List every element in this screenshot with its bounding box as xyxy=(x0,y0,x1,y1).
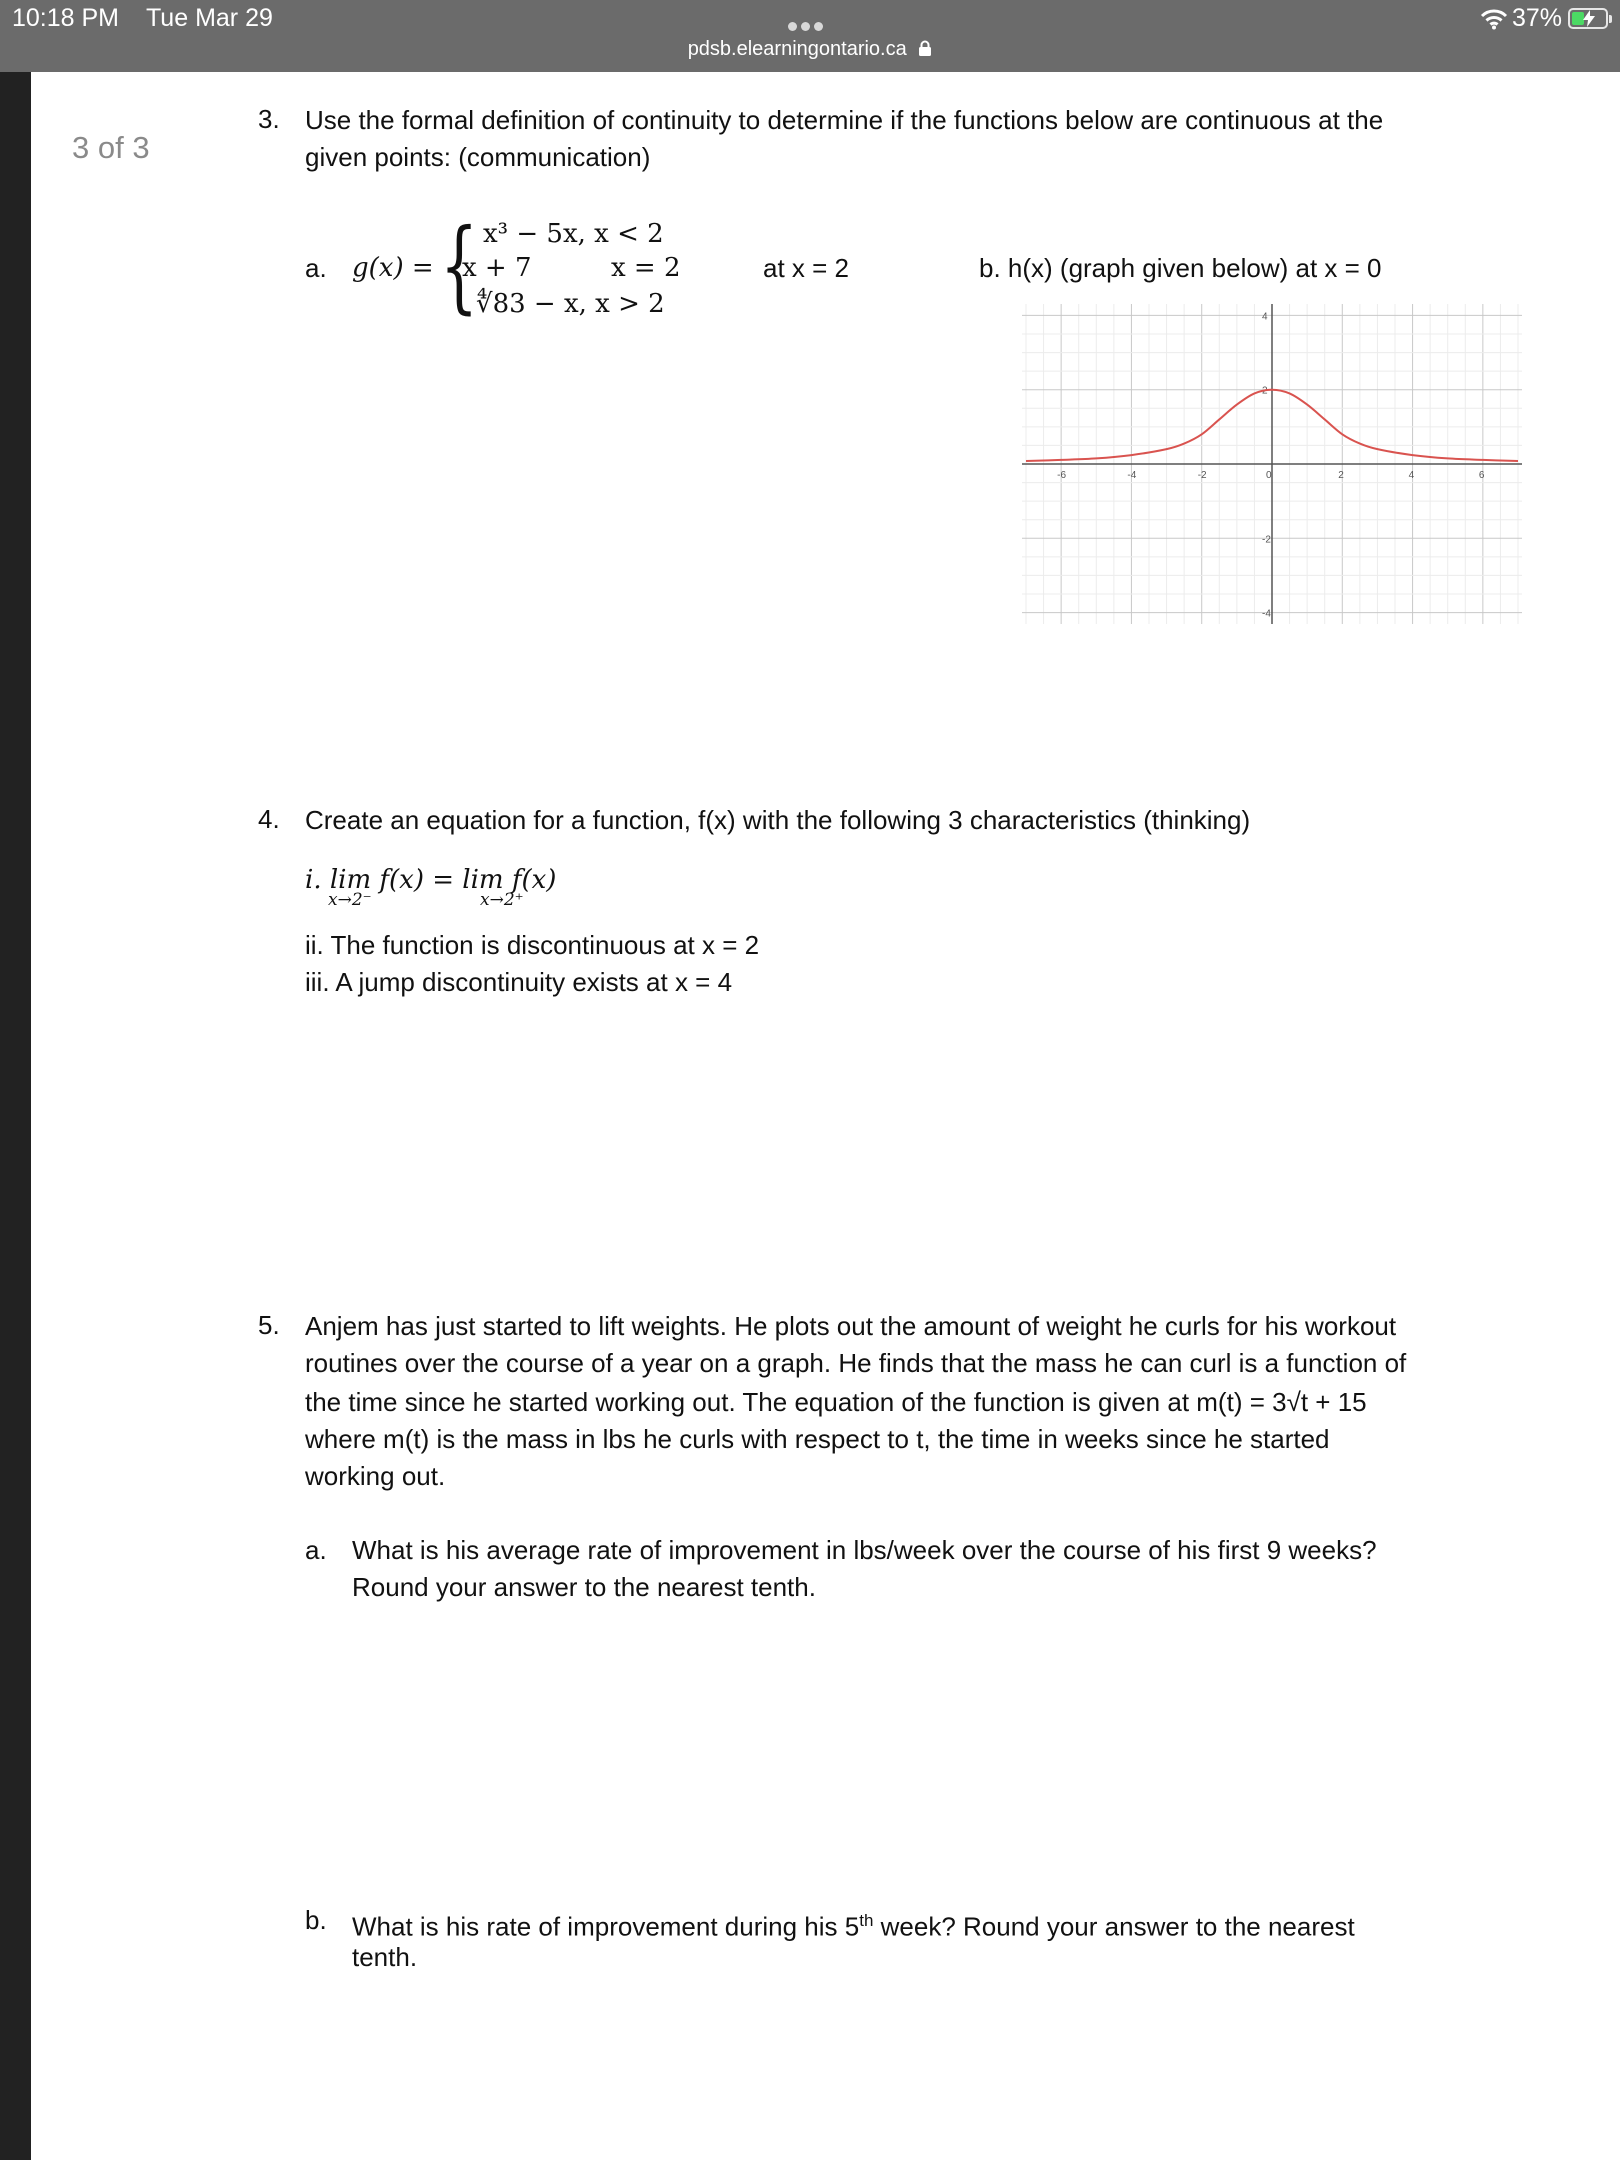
q5b-line1-a: What is his rate of improvement during his 5 xyxy=(352,1911,860,1942)
y-tick-label: 4 xyxy=(1262,311,1268,323)
q5b-sup: th xyxy=(859,1911,874,1930)
x-tick-label: 2 xyxy=(1338,470,1344,481)
q3-text-line2: given points: (communication) xyxy=(305,142,651,172)
q3a-at-point: at x = 2 xyxy=(763,253,849,283)
x-tick-label: 4 xyxy=(1408,470,1415,481)
q4-i-sub-left: x→2⁻ xyxy=(328,890,372,910)
q5a-line2: Round your answer to the nearest tenth. xyxy=(352,1572,816,1602)
q4-text: Create an equation for a function, f(x) with the following 3 characteristics (thinking) xyxy=(305,805,1251,835)
q5b-line2: tenth. xyxy=(352,1942,418,1972)
y-tick-label: 2 xyxy=(1262,385,1268,397)
status-time: 10:18 PM xyxy=(12,4,120,32)
q5b-label: b. xyxy=(305,1905,327,1935)
y-tick-label: -4 xyxy=(1262,608,1271,620)
q5-number: 5. xyxy=(258,1310,280,1340)
lock-icon xyxy=(918,40,932,57)
q5-line1: Anjem has just started to lift weights. He plots out the amount of weight he curls for his workout xyxy=(305,1311,1397,1341)
piecewise-brace: { xyxy=(440,207,479,324)
q4-iii: iii. A jump discontinuity exists at x = 4 xyxy=(305,967,733,997)
q3a-label: a. xyxy=(305,253,327,283)
q5b-line1-b: week? Round your answer to the nearest xyxy=(873,1911,1355,1942)
status-clock xyxy=(12,4,273,33)
q3-text-line1: Use the formal definition of continuity to determine if the functions below are continuous at the xyxy=(305,105,1384,135)
q3-number: 3. xyxy=(258,104,280,134)
battery-percent: 37% xyxy=(1511,4,1562,32)
wifi-icon xyxy=(1480,8,1508,30)
graph-h-of-x xyxy=(1022,304,1522,624)
address-bar[interactable] xyxy=(0,38,1620,61)
q3a-piece3: ∜83 − x, x > 2 xyxy=(476,289,665,319)
x-tick-label: 6 xyxy=(1478,470,1485,481)
x-tick-label: -2 xyxy=(1197,470,1207,481)
y-tick-label: -2 xyxy=(1262,534,1271,546)
url-text: pdsb.elearningontario.ca xyxy=(687,38,907,60)
q3a-function: g(x) = xyxy=(352,253,434,283)
status-right xyxy=(1480,4,1608,33)
q5-line2: routines over the course of a year on a graph. He finds that the mass he can curl is a function of xyxy=(305,1348,1407,1378)
status-day: Tue Mar 29 xyxy=(145,4,273,32)
x-tick-label: 0 xyxy=(1266,470,1272,481)
q5b-line1 xyxy=(352,1902,1355,1946)
q4-number: 4. xyxy=(258,804,280,834)
x-tick-label: -6 xyxy=(1057,470,1067,481)
q5-line3: the time since he started working out. The equation of the function is given at m(t) = 3√t + 15 xyxy=(305,1387,1367,1417)
battery-icon xyxy=(1568,8,1608,29)
q3b-text: b. h(x) (graph given below) at x = 0 xyxy=(979,253,1382,283)
graph-tick-labels xyxy=(1057,311,1485,619)
q5a-label: a. xyxy=(305,1535,327,1565)
multitask-dots-icon[interactable] xyxy=(788,18,827,36)
q3a-piece2-cond: x = 2 xyxy=(611,253,681,283)
status-bar xyxy=(0,0,1620,72)
q3a-piece2-expr: x + 7 xyxy=(462,253,532,283)
q3a-piece1: x³ − 5x, x < 2 xyxy=(483,219,664,249)
graph-axes xyxy=(1022,304,1522,624)
q4-i: i. lim f(x) = lim f(x) xyxy=(305,865,557,895)
q5-line5: working out. xyxy=(305,1461,446,1491)
page-indicator: 3 of 3 xyxy=(72,130,150,165)
x-tick-label: -4 xyxy=(1127,470,1137,481)
q5-line4: where m(t) is the mass in lbs he curls with respect to t, the time in weeks since he started xyxy=(305,1424,1330,1454)
q4-i-sub-right: x→2⁺ xyxy=(480,890,524,910)
q4-ii: ii. The function is discontinuous at x = 2 xyxy=(305,930,760,960)
q5a-line1: What is his average rate of improvement in lbs/week over the course of his first 9 weeks? xyxy=(352,1535,1377,1565)
